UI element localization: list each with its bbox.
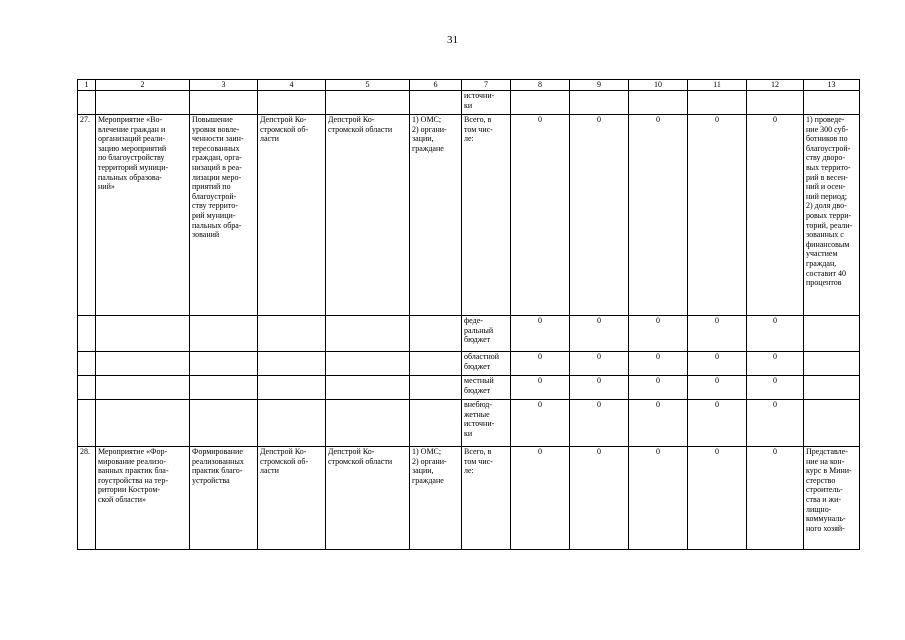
program-table — [77, 79, 860, 550]
value-cell: 0 — [570, 400, 629, 447]
value-cell: 0 — [511, 115, 570, 316]
source-row — [78, 400, 860, 447]
item-27-total-row — [78, 115, 860, 316]
value-cell: 0 — [688, 400, 747, 447]
co-executor: Депстрой Ко- стромской области — [326, 115, 410, 316]
value-cell: 0 — [629, 316, 688, 352]
measure-goal: Формирование реализованных практик благо- устройства — [190, 447, 258, 550]
source-row — [78, 352, 860, 376]
value-cell: 0 — [688, 447, 747, 550]
header-cell: 4 — [258, 80, 326, 91]
header-cell: 3 — [190, 80, 258, 91]
value-cell: 0 — [570, 316, 629, 352]
header-cell: 1 — [78, 80, 96, 91]
header-cell: 5 — [326, 80, 410, 91]
participants: 1) ОМС; 2) органи- зации, граждане — [410, 447, 462, 550]
item-number: 28. — [78, 447, 96, 550]
total-label: Всего, в том чис- ле: — [462, 115, 511, 316]
value-cell: 0 — [747, 115, 804, 316]
header-row — [78, 80, 860, 91]
source-label: феде- ральный бюджет — [462, 316, 511, 352]
value-cell: 0 — [629, 352, 688, 376]
value-cell: 0 — [511, 400, 570, 447]
continuation-row — [78, 91, 860, 115]
source-row — [78, 376, 860, 400]
source-label: внебюд- жетные источни- ки — [462, 400, 511, 447]
source-label: источни- ки — [462, 91, 511, 115]
value-cell: 0 — [688, 376, 747, 400]
source-label: местный бюджет — [462, 376, 511, 400]
value-cell: 0 — [511, 447, 570, 550]
expected-result: 1) проведе- ние 300 суб- ботников по благоустрой- ству дворо- вых террито- рий в весен- ний и осен- ний период; 2) доля дво- ровых терри- торий, реали- зованных с финансовым участием граждан, составит 40 процентов — [804, 115, 860, 316]
total-label: Всего, в том чис- ле: — [462, 447, 511, 550]
header-cell: 11 — [688, 80, 747, 91]
value-cell: 0 — [688, 316, 747, 352]
page-number: 31 — [447, 34, 458, 46]
value-cell: 0 — [511, 316, 570, 352]
item-28-total-row — [78, 447, 860, 550]
value-cell: 0 — [747, 352, 804, 376]
value-cell: 0 — [747, 376, 804, 400]
expected-result: Представле- ние на кон- курс в Мини- стерство строитель- ства и жи- лищно- коммуналь- ного хозяй- — [804, 447, 860, 550]
value-cell: 0 — [511, 376, 570, 400]
source-label: областной бюджет — [462, 352, 511, 376]
co-executor: Депстрой Ко- стромской области — [326, 447, 410, 550]
header-cell: 6 — [410, 80, 462, 91]
header-cell: 2 — [96, 80, 190, 91]
value-cell: 0 — [570, 115, 629, 316]
value-cell: 0 — [688, 352, 747, 376]
responsible-executor: Депстрой Ко- стромской об- ласти — [258, 115, 326, 316]
participants: 1) ОМС; 2) органи- зации, граждане — [410, 115, 462, 316]
value-cell: 0 — [570, 447, 629, 550]
value-cell: 0 — [570, 352, 629, 376]
measure-goal: Повышение уровня вовле- ченности заин- тересованных граждан, орга- низаций в реа- лизации меро- приятий по благоустрой- ству террито- рий муници- пальных обра- зований — [190, 115, 258, 316]
value-cell: 0 — [747, 316, 804, 352]
value-cell: 0 — [688, 115, 747, 316]
value-cell: 0 — [747, 400, 804, 447]
item-number: 27. — [78, 115, 96, 316]
measure-name: Мероприятие «Во- влечение граждан и организаций реали- зацию мероприятий по благоустройству территорий муници- пальных образова- ний» — [96, 115, 190, 316]
value-cell: 0 — [629, 115, 688, 316]
value-cell: 0 — [629, 376, 688, 400]
header-cell: 9 — [570, 80, 629, 91]
measure-name: Мероприятие «Фор- мирование реализо- ванных практик бла- гоустройства на тер- ритории Костром- ской области» — [96, 447, 190, 550]
value-cell: 0 — [629, 447, 688, 550]
header-cell: 12 — [747, 80, 804, 91]
header-cell: 13 — [804, 80, 860, 91]
header-cell: 7 — [462, 80, 511, 91]
value-cell: 0 — [747, 447, 804, 550]
responsible-executor: Депстрой Ко- стромской об- ласти — [258, 447, 326, 550]
value-cell: 0 — [629, 400, 688, 447]
source-row — [78, 316, 860, 352]
value-cell: 0 — [511, 352, 570, 376]
value-cell: 0 — [570, 376, 629, 400]
header-cell: 10 — [629, 80, 688, 91]
header-cell: 8 — [511, 80, 570, 91]
